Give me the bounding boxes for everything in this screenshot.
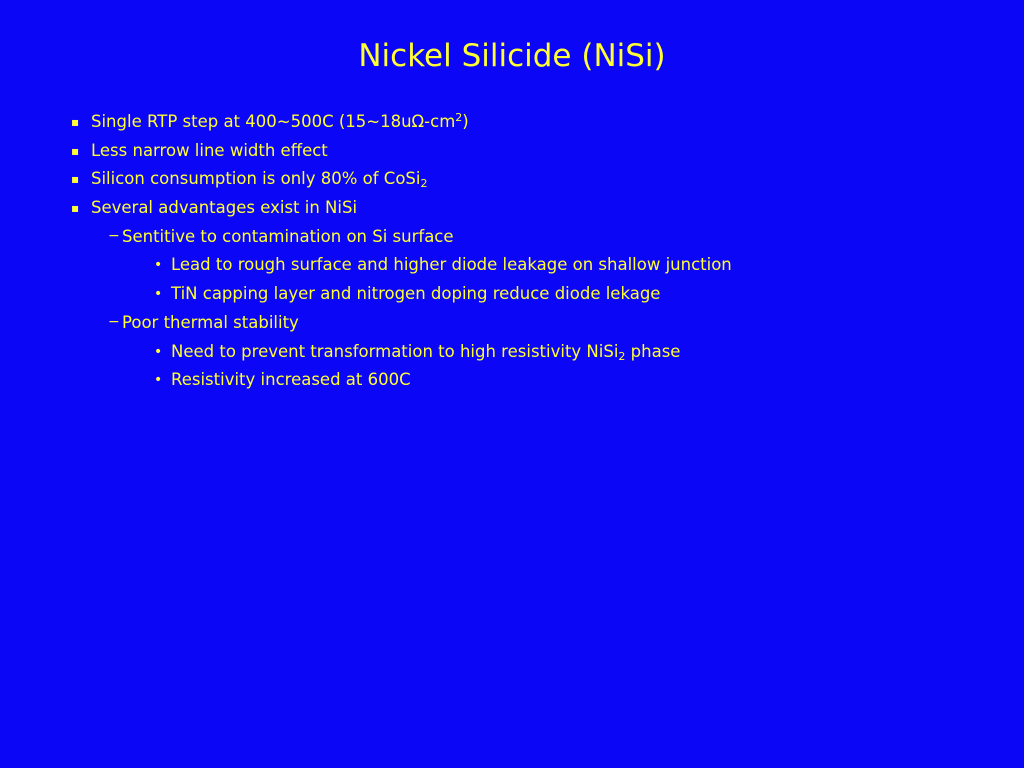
sub-sub-bullet-item (0, 282, 1000, 311)
bullet-text: Resistivity increased at 600C (171, 370, 411, 390)
bullet-item (0, 167, 1000, 196)
dash-bullet-icon: − (108, 227, 120, 244)
sub-bullet-item (0, 311, 1000, 340)
square-bullet-icon: ▪ (71, 172, 80, 187)
bullet-item (0, 110, 1000, 139)
dash-bullet-icon: − (108, 313, 120, 330)
subscript: 2 (618, 349, 626, 363)
bullet-list (0, 110, 1000, 397)
dot-bullet-icon: • (154, 372, 163, 389)
bullet-text: Lead to rough surface and higher diode leakage on shallow junction (171, 255, 732, 275)
sub-bullet-item (0, 225, 1000, 254)
square-bullet-icon: ▪ (71, 115, 80, 129)
bullet-text: Sentitive to contamination on Si surface (122, 226, 454, 246)
dot-bullet-icon: • (154, 286, 163, 303)
subscript: 2 (420, 177, 428, 191)
dot-bullet-icon: • (154, 343, 163, 360)
slide-title: Nickel Silicide (NiSi) (358, 38, 666, 74)
bullet-text: Silicon consumption is only 80% of CoSi$_2$ (91, 169, 428, 191)
bullet-text: Need to prevent transformation to high resistivity NiSi$_2$ phase (171, 341, 681, 363)
sub-sub-bullet-item (0, 368, 1000, 397)
bullet-text: Less narrow line width effect (91, 140, 328, 160)
bullet-text: TiN capping layer and nitrogen doping reduce diode lekage (171, 284, 661, 304)
bullet-text: Single RTP step at 400~500C $(15\sim 18u\Omega-cm^2)$ (91, 111, 469, 131)
bullet-item (0, 196, 1000, 225)
bullet-text: Several advantages exist in NiSi (91, 198, 358, 218)
bullet-text: Poor thermal stability (122, 312, 299, 332)
sub-sub-bullet-item (0, 253, 1000, 282)
square-bullet-icon: ▪ (71, 201, 80, 216)
square-bullet-icon: ▪ (71, 143, 80, 158)
bullet-item (0, 139, 1000, 168)
dot-bullet-icon: • (154, 257, 163, 274)
sub-sub-bullet-item (0, 340, 1000, 369)
superscript: 2 (455, 111, 463, 124)
